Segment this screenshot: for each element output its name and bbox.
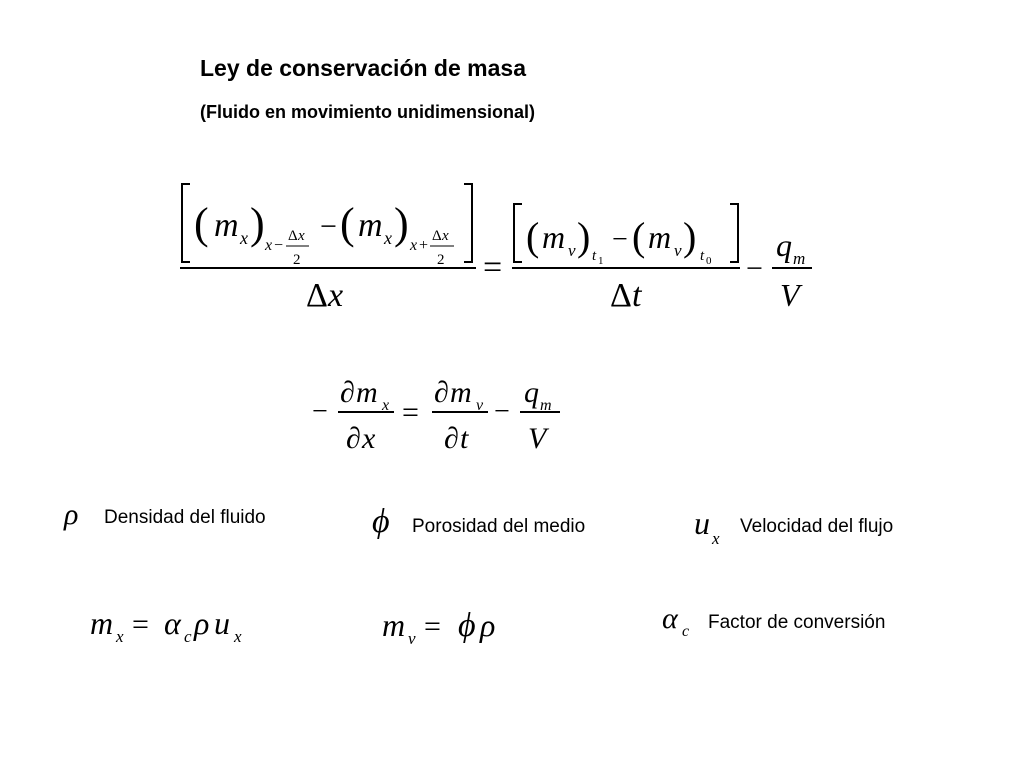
left-bracket-open xyxy=(182,184,190,262)
svg-text:2: 2 xyxy=(437,252,445,268)
svg-text:u: u xyxy=(694,505,710,541)
svg-text:m: m xyxy=(542,219,566,255)
svg-text:c: c xyxy=(682,623,690,640)
svg-text:m: m xyxy=(648,219,672,255)
svg-text:m: m xyxy=(382,607,406,643)
svg-text:(: ( xyxy=(526,214,540,259)
svg-text:=: = xyxy=(483,249,503,286)
svg-text:2: 2 xyxy=(293,252,301,268)
svg-text:c: c xyxy=(184,627,192,646)
svg-text:): ) xyxy=(683,214,697,259)
svg-text:Δ: Δ xyxy=(288,228,298,244)
svg-text:Δ: Δ xyxy=(432,228,442,244)
svg-text:1: 1 xyxy=(598,255,604,267)
svg-text:m: m xyxy=(214,207,239,244)
svg-text:Δ: Δ xyxy=(610,277,632,314)
svg-text:−: − xyxy=(274,237,284,254)
discrete-mass-balance-equation xyxy=(170,170,830,320)
svg-text:=: = xyxy=(402,396,419,429)
svg-text:x: x xyxy=(298,228,305,244)
svg-text:Δ: Δ xyxy=(306,277,328,314)
svg-text:=: = xyxy=(132,608,149,641)
rho-definition: Densidad del fluido xyxy=(104,507,266,528)
svg-text:t: t xyxy=(592,248,597,264)
right-bracket-close xyxy=(730,204,738,262)
phi-definition: Porosidad del medio xyxy=(412,516,586,537)
svg-text:V: V xyxy=(528,422,547,455)
svg-text:(: ( xyxy=(632,214,646,259)
svg-text:x: x xyxy=(382,397,390,414)
svg-text:α: α xyxy=(164,605,181,641)
svg-text:ρ: ρ xyxy=(64,498,79,531)
svg-text:x: x xyxy=(442,228,449,244)
svg-text:m: m xyxy=(793,249,806,268)
svg-text:0: 0 xyxy=(706,255,712,267)
svg-text:v: v xyxy=(674,241,682,260)
svg-text:x: x xyxy=(328,277,344,314)
ux-symbol xyxy=(692,504,736,550)
svg-text:q: q xyxy=(524,376,539,409)
left-bracket-close xyxy=(464,184,472,262)
ux-definition: Velocidad del flujo xyxy=(740,516,894,537)
svg-text:m: m xyxy=(358,207,383,244)
svg-text:u: u xyxy=(214,605,230,641)
svg-text:−: − xyxy=(612,224,628,255)
svg-text:): ) xyxy=(577,214,591,259)
svg-text:−: − xyxy=(320,210,337,243)
svg-text:x: x xyxy=(410,237,418,254)
alpha-c-symbol xyxy=(660,600,704,642)
right-bracket-open xyxy=(514,204,522,262)
svg-text:∂: ∂ xyxy=(346,422,361,455)
svg-text:v: v xyxy=(568,241,576,260)
svg-text:∂: ∂ xyxy=(444,422,459,455)
svg-text:x: x xyxy=(234,627,242,646)
svg-text:=: = xyxy=(424,610,441,643)
svg-text:x: x xyxy=(240,228,248,248)
svg-text:(: ( xyxy=(340,199,355,248)
svg-text:m: m xyxy=(450,376,472,409)
svg-text:x: x xyxy=(384,228,392,248)
svg-text:∂: ∂ xyxy=(434,376,449,409)
svg-text:): ) xyxy=(250,199,265,248)
svg-text:ϕ: ϕ xyxy=(372,503,390,540)
alpha-c-definition: Factor de conversión xyxy=(708,612,886,633)
svg-text:x: x xyxy=(362,422,376,455)
svg-text:v: v xyxy=(476,397,484,414)
page-title: Ley de conservación de masa xyxy=(200,55,526,81)
svg-text:x: x xyxy=(265,237,273,254)
svg-text:ρ: ρ xyxy=(194,605,210,641)
phi-symbol xyxy=(370,500,406,544)
svg-text:−: − xyxy=(494,396,510,427)
svg-text:t: t xyxy=(632,277,642,314)
svg-text:q: q xyxy=(776,227,792,263)
svg-text:+: + xyxy=(419,237,429,254)
rho-symbol xyxy=(62,496,98,536)
svg-text:x: x xyxy=(116,627,124,646)
mx-definition-equation xyxy=(88,600,278,650)
svg-text:v: v xyxy=(408,629,416,648)
svg-text:α: α xyxy=(662,602,678,635)
svg-text:ϕ: ϕ xyxy=(458,607,476,644)
svg-text:ρ: ρ xyxy=(480,607,496,643)
svg-text:−: − xyxy=(746,252,763,285)
svg-text:m: m xyxy=(356,376,378,409)
page-subtitle: (Fluido en movimiento unidimensional) xyxy=(200,102,536,122)
svg-text:): ) xyxy=(394,199,409,248)
svg-text:∂: ∂ xyxy=(340,376,355,409)
differential-mass-balance-equation xyxy=(310,370,580,460)
svg-text:t: t xyxy=(700,248,705,264)
svg-text:m: m xyxy=(90,605,114,641)
svg-text:V: V xyxy=(780,277,800,313)
svg-text:t: t xyxy=(460,422,469,455)
svg-text:−: − xyxy=(312,396,328,427)
svg-text:x: x xyxy=(712,529,720,548)
svg-text:m: m xyxy=(540,397,552,414)
svg-text:(: ( xyxy=(194,199,209,248)
mv-definition-equation xyxy=(380,600,520,650)
